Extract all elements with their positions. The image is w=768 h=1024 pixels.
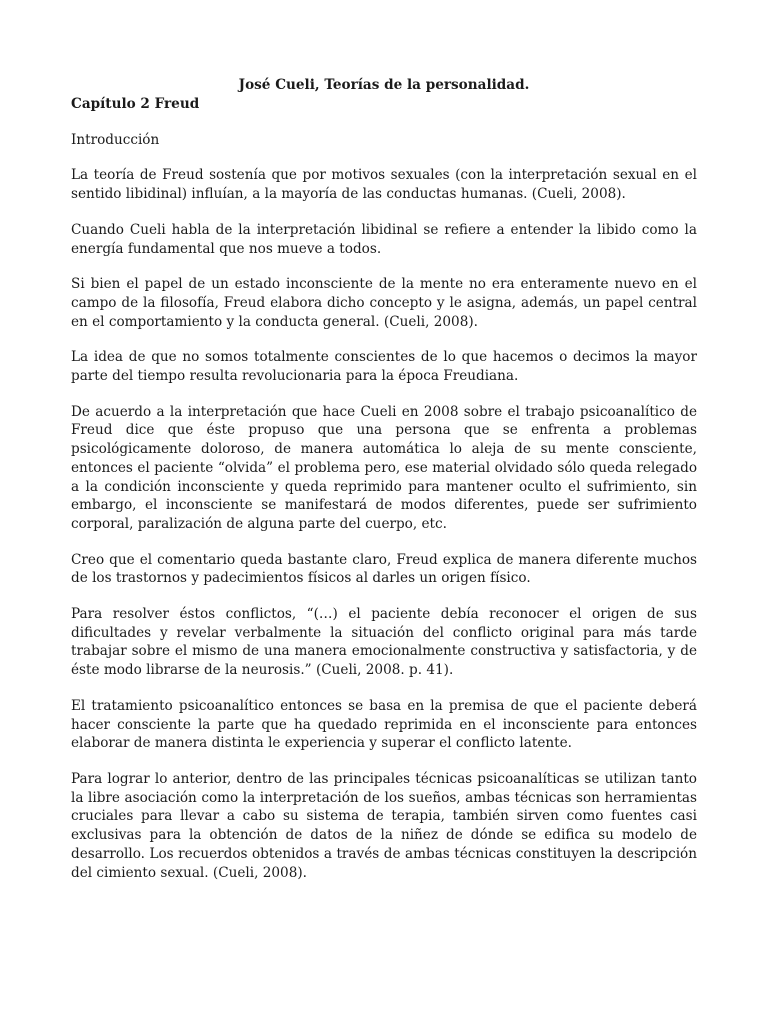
- paragraph: De acuerdo a la interpretación que hace Cueli en 2008 sobre el trabajo psicoanalítico de Freud dice que éste propuso que una persona que se enfrenta a problemas psicológicamente doloroso, de manera automática lo aleja de su mente consciente, entonces el paciente “olvida” el problema pero, ese material olvidado sólo queda relegado a la condición inconsciente y queda reprimido para mantener oculto el sufrimiento, sin embargo, el inconsciente se manifestará de modos diferentes, puede ser sufrimiento corporal, paralización de alguna parte del cuerpo, etc.: [71, 403, 697, 532]
- chapter-heading: Capítulo 2 Freud: [71, 96, 200, 112]
- paragraph: Creo que el comentario queda bastante claro, Freud explica de manera diferente muchos de los trastornos y padecimientos físicos al darles un origen físico.: [71, 551, 697, 587]
- paragraph: Cuando Cueli habla de la interpretación libidinal se refiere a entender la libido como la energía fundamental que nos mueve a todos.: [71, 221, 697, 257]
- document-title: José Cueli, Teorías de la personalidad.: [238, 77, 530, 93]
- paragraph: Para resolver éstos conflictos, “(…) el paciente debía reconocer el origen de sus dificultades y revelar verbalmente la situación del conflicto original para más tarde trabajar sobre el mismo de una manera emocionalmente constructiva y satisfactoria, y de éste modo librarse de la neurosis.” (Cueli, 2008. p. 41).: [71, 606, 697, 679]
- paragraph: La teoría de Freud sostenía que por motivos sexuales (con la interpretación sexual en el sentido libidinal) influían, a la mayoría de las conductas humanas. (Cueli, 2008).: [71, 167, 697, 203]
- paragraph: El tratamiento psicoanalítico entonces se basa en la premisa de que el paciente deberá hacer consciente la parte que ha quedado reprimida en el inconsciente para entonces elaborar de manera distinta le experiencia y superar el conflicto latente.: [71, 697, 697, 752]
- paragraph: Si bien el papel de un estado inconsciente de la mente no era enteramente nuevo en el campo de la filosofía, Freud elabora dicho concepto y le asigna, además, un papel central en el comportamiento y la conducta general. (Cueli, 2008).: [71, 276, 697, 330]
- section-heading: Introducción: [71, 131, 160, 148]
- paragraph: La idea de que no somos totalmente conscientes de lo que hacemos o decimos la mayor parte del tiempo resulta revolucionaria para la época Freudiana.: [71, 349, 697, 385]
- paragraph: Para lograr lo anterior, dentro de las principales técnicas psicoanalíticas se utilizan tanto la libre asociación como la interpretación de los sueños, ambas técnicas son herramientas cruciales para llevar a cabo su sistema de terapia, también sirven como fuentes casi exclusivas para la obtención de datos de la niñez de dónde se edifica su modelo de desarrollo. Los recuerdos obtenidos a través de ambas técnicas constituyen la descripción del cimiento sexual. (Cueli, 2008).: [71, 770, 697, 881]
- document-page: [71, 76, 697, 899]
